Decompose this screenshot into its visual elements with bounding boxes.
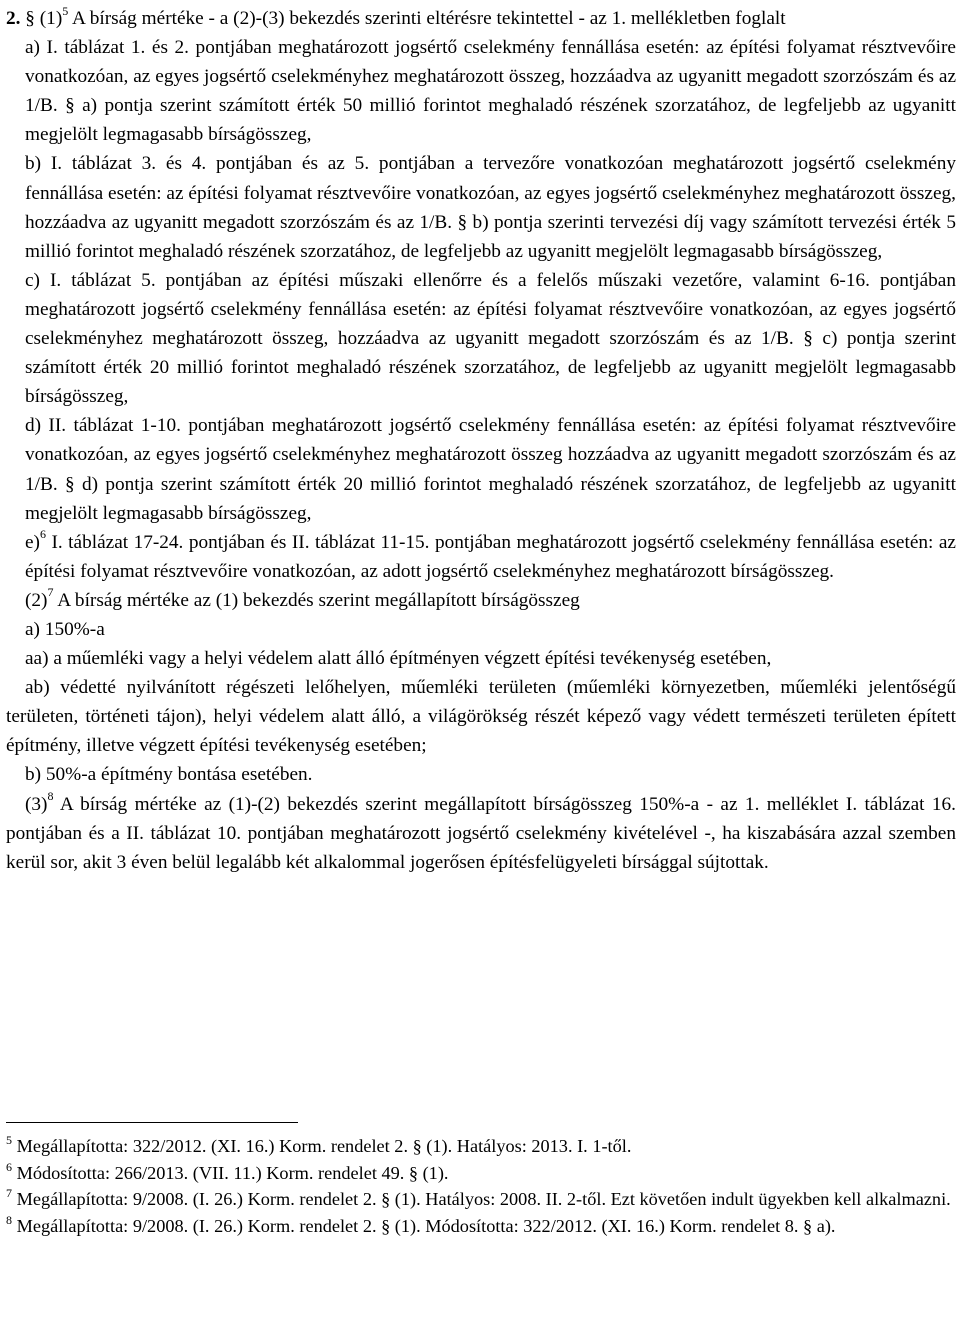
- paragraph-2-intro: [6, 586, 956, 615]
- footnote-ref-8[interactable]: 8: [47, 789, 54, 804]
- footnote-7: [6, 1186, 956, 1213]
- footnote-divider: [6, 1122, 298, 1123]
- footnote-number: 8: [6, 1212, 12, 1227]
- footnote-number: 5: [6, 1132, 12, 1147]
- paragraph-1-item-b: b) I. táblázat 3. és 4. pontjában és az 5. pontjában a tervezőre vonatkozóan meghatározott jogsértő cselekmény fennállása esetén: az építési folyamat résztvevőire vonatkozóan, az egyes jogsértő cselekményhez meghatározott összeg, hozzáadva az ugyanitt megadott szorzószám és az 1/B. § b) pontja szerinti tervezési díj vagy számított tervezési érték 5 millió forintot meghaladó részének szorzatához, de legfeljebb az ugyanitt megjelölt legmagasabb bírságösszeg,: [25, 153, 956, 262]
- item-e-prefix: e): [25, 531, 40, 553]
- paragraph-1-intro: [6, 4, 956, 33]
- paragraph-1-label: § (1): [25, 8, 63, 29]
- main-text: [6, 4, 956, 877]
- paragraph-3: [6, 790, 956, 877]
- footnote-8: [6, 1213, 956, 1240]
- paragraph-3-label: (3): [25, 793, 48, 815]
- paragraph-3-text: A bírság mértéke az (1)-(2) bekezdés szerint megállapított bírságösszeg 150%-a - az 1. melléklet I. táblázat 16. pontjában és a II. táblázat 10. pontjában meghatározott jogsértő cselekmény kivételével -, ha kiszabására azzal szemben kerül sor, akit 3 éven belül legalább két alkalommal jogerősen építésfelügyeleti bírsággal sújtottak.: [6, 793, 956, 873]
- footnote-5: [6, 1133, 956, 1160]
- paragraph-2-item-b: b) 50%-a építmény bontása esetében.: [25, 764, 313, 786]
- paragraph-1-item-d: d) II. táblázat 1-10. pontjában meghatározott jogsértő cselekmény fennállása esetén: az építési folyamat résztvevőire vonatkozóan, az egyes jogsértő cselekményhez meghatározott összeg hozzáadva az ugyanitt megadott szorzószám és az 1/B. § d) pontja szerint számított érték 20 millió forintot meghaladó részének szorzatához, de legfeljebb az ugyanitt megjelölt legmagasabb bírságösszeg,: [25, 415, 956, 524]
- item-e-text: I. táblázat 17-24. pontjában és II. táblázat 11-15. pontjában meghatározott jogsértő cselekmény fennállása esetén: az építési folyamat résztvevőire vonatkozóan, az adott jogsértő cselekményhez meghatározott bírságösszeg.: [25, 531, 956, 582]
- footnote-6: [6, 1160, 956, 1187]
- section-number: 2.: [6, 8, 21, 29]
- footnote-text: Megállapította: 9/2008. (I. 26.) Korm. rendelet 2. § (1). Hatályos: 2008. II. 2-től. Ezt követően indult ügyekben kell alkalmazni.: [16, 1189, 951, 1210]
- paragraph-2-item-aa: aa) a műemléki vagy a helyi védelem alatt álló építményen végzett építési tevékenység esetében,: [25, 648, 772, 670]
- footnote-text: Megállapította: 322/2012. (XI. 16.) Korm. rendelet 2. § (1). Hatályos: 2013. I. 1-től.: [16, 1136, 632, 1156]
- footnotes: [6, 1122, 956, 1239]
- document-page: [6, 3, 956, 1236]
- paragraph-1-item-c: c) I. táblázat 5. pontjában az építési műszaki ellenőrre és a felelős műszaki vezetőre, valamint 6-16. pontjában meghatározott jogsértő cselekmény fennállása esetén: az építési folyamat résztvevőire vonatkozóan, az egyes jogsértő cselekményhez meghatározott összeg, hozzáadva az ugyanitt megadott szorzószám és az 1/B. § c) pontja szerint számított érték 20 millió forintot meghaladó részének szorzatához, de legfeljebb az ugyanitt megjelölt legmagasabb bírságösszeg,: [25, 269, 956, 408]
- footnote-text: Megállapította: 9/2008. (I. 26.) Korm. rendelet 2. § (1). Módosította: 322/2012. (XI. 16.) Korm. rendelet 8. § a).: [16, 1215, 836, 1236]
- paragraph-2-item-ab: ab) védetté nyilvánított régészeti lelőhelyen, műemléki területen (műemléki környezetben, műemléki jelentőségű területen, történeti tájon), helyi védelem alatt álló, a világörökség részét képező vagy védett természeti területen épített építmény, illetve végzett építési tevékenység esetében;: [6, 677, 956, 757]
- paragraph-2-item-a: a) 150%-a: [25, 618, 105, 640]
- footnote-number: 6: [6, 1159, 12, 1174]
- paragraph-2-label: (2): [25, 589, 48, 611]
- footnote-text: Módosította: 266/2013. (VII. 11.) Korm. rendelet 49. § (1).: [16, 1162, 449, 1183]
- footnote-number: 7: [6, 1186, 12, 1201]
- paragraph-1-intro-text: A bírság mértéke - a (2)-(3) bekezdés szerinti eltérésre tekintettel - az 1. mellékletben foglalt: [72, 8, 786, 29]
- paragraph-2-intro-text: A bírság mértéke az (1) bekezdés szerint megállapított bírságösszeg: [57, 589, 580, 611]
- footnote-ref-6[interactable]: 6: [39, 527, 46, 542]
- footnote-ref-7[interactable]: 7: [47, 585, 54, 600]
- paragraph-1-item-a: a) I. táblázat 1. és 2. pontjában meghatározott jogsértő cselekmény fennállása esetén: az építési folyamat résztvevőire vonatkozóan, az egyes jogsértő cselekményhez meghatározott összeg, hozzáadva az ugyanitt megadott szorzószám és az 1/B. § a) pontja szerint számított érték 50 millió forintot meghaladó részének szorzatához, de legfeljebb az ugyanitt megjelölt legmagasabb bírságösszeg,: [25, 37, 956, 146]
- footnote-ref-5[interactable]: 5: [62, 3, 69, 18]
- paragraph-1-item-e: [6, 528, 956, 586]
